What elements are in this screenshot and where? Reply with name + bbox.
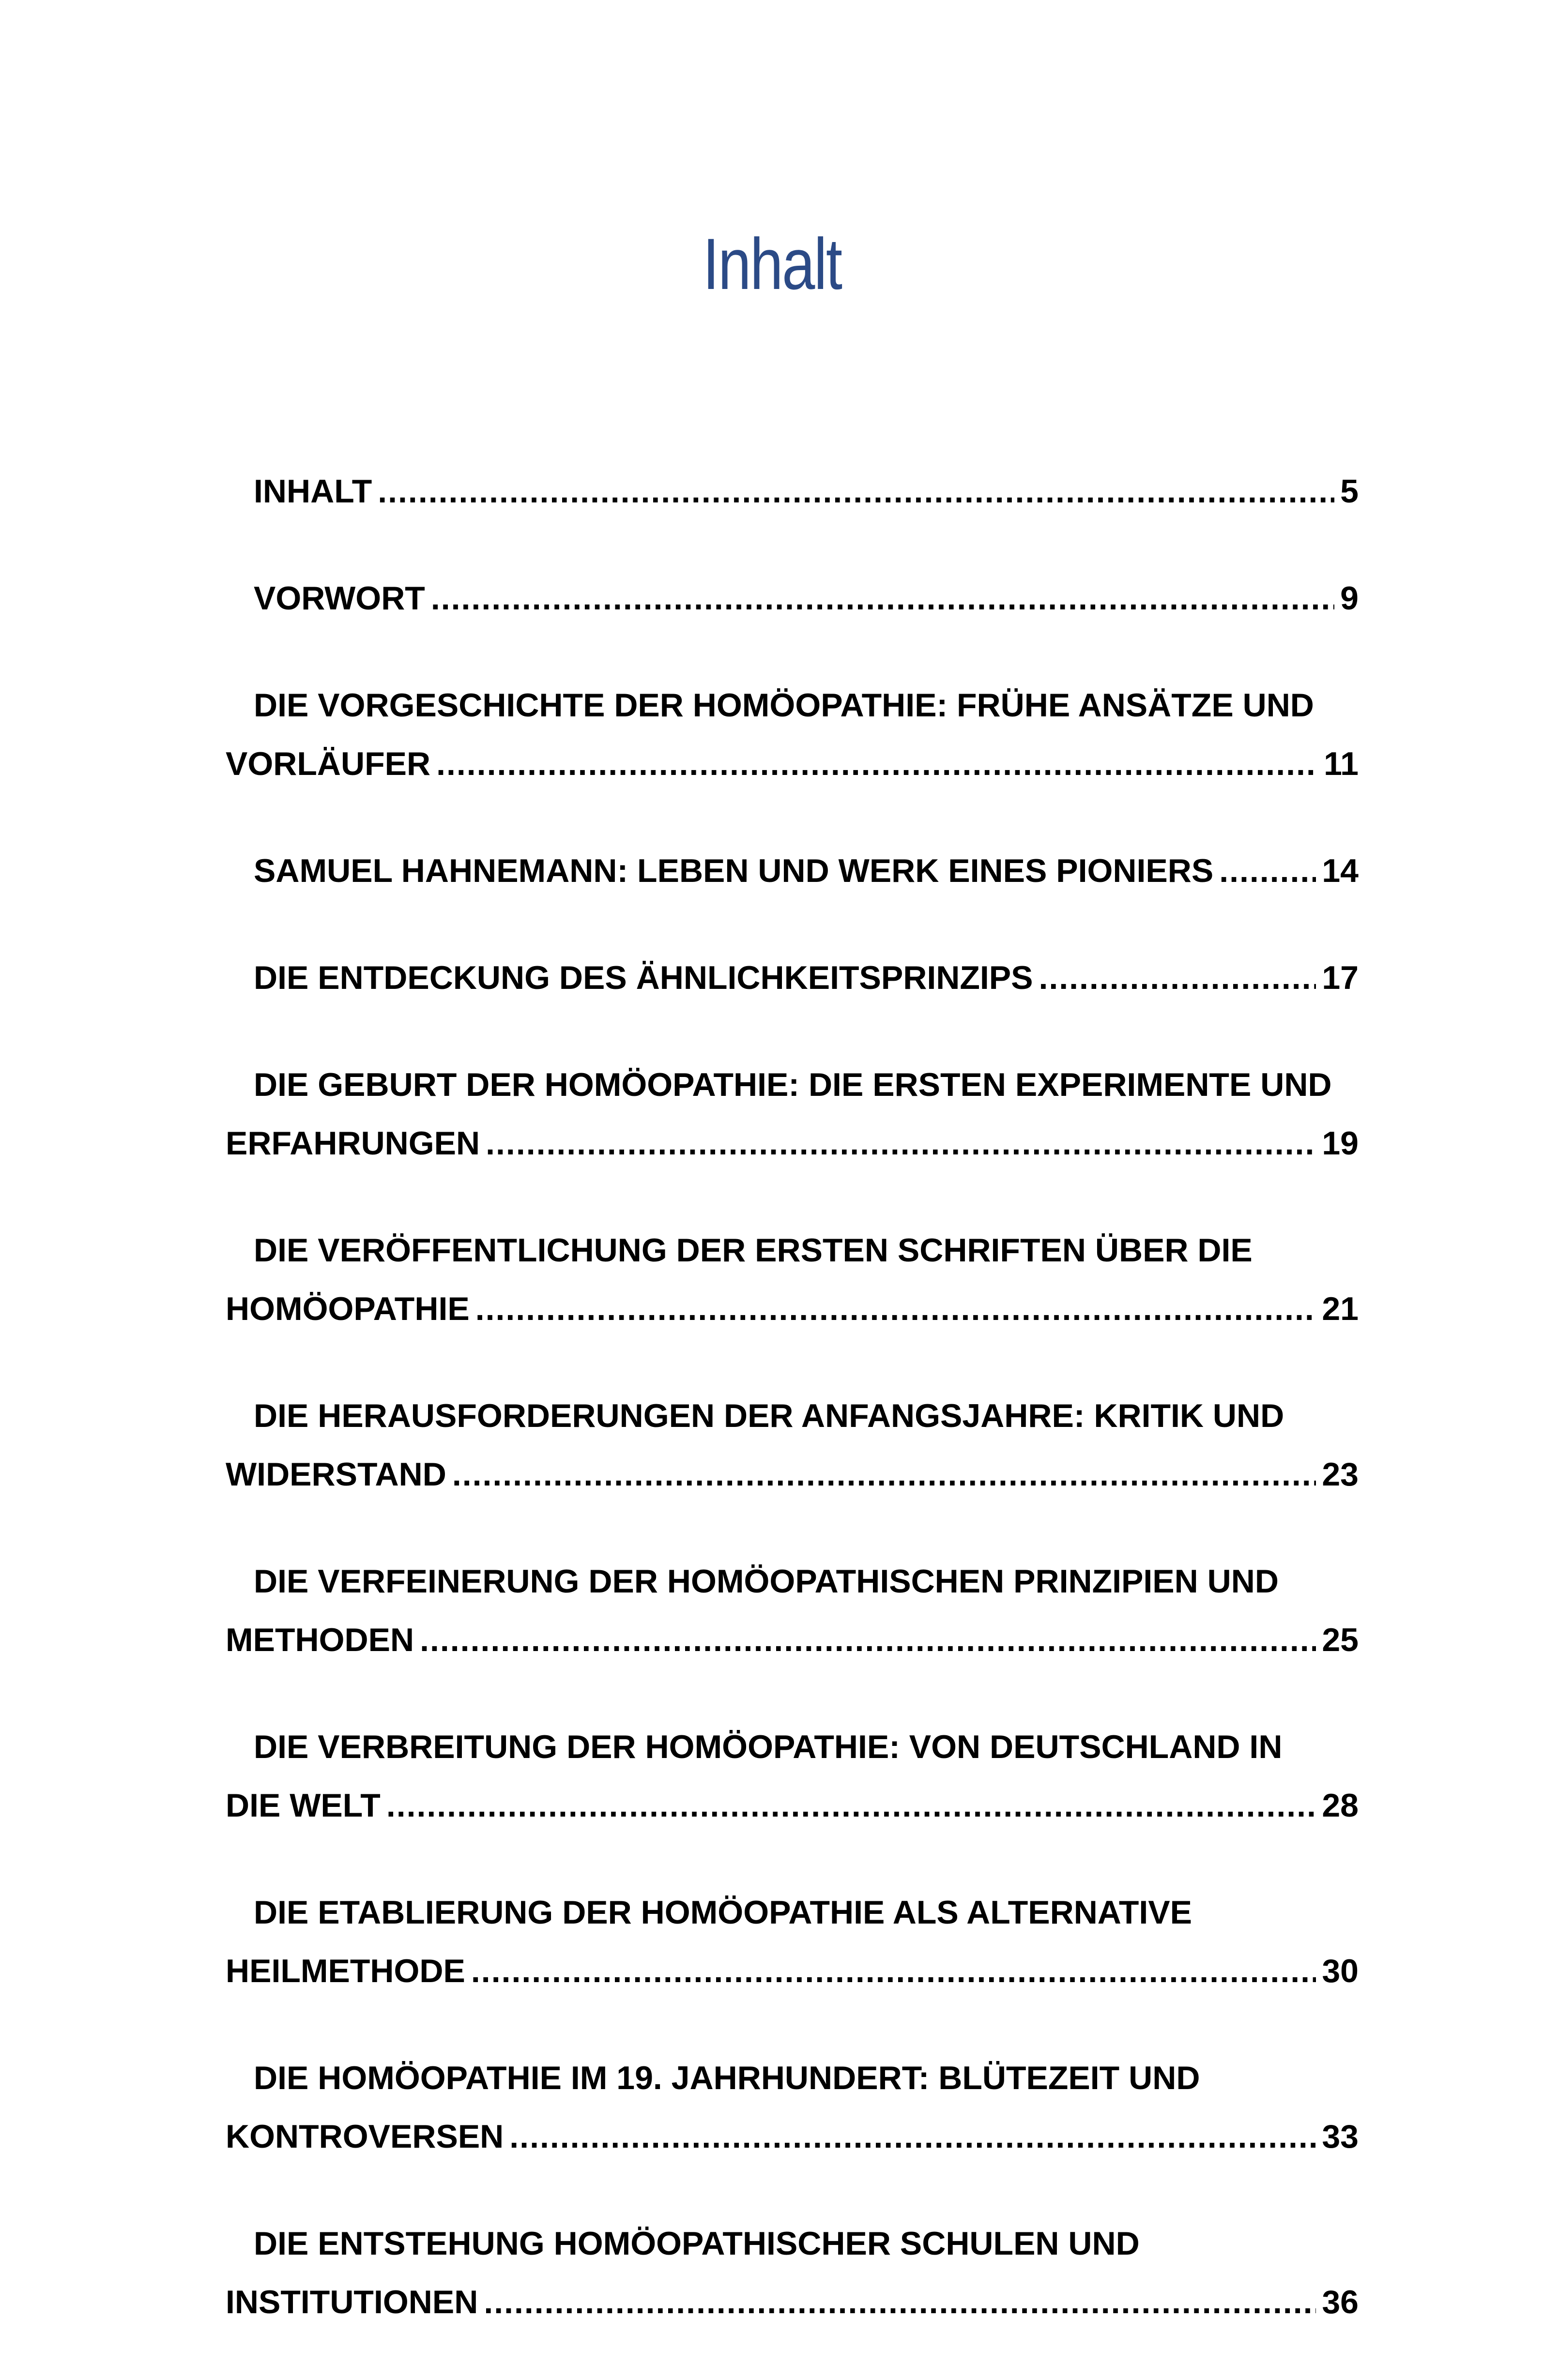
toc-page-number: 19 xyxy=(1322,1125,1359,1162)
toc-entry-title: DIE VERBREITUNG DER HOMÖOPATHIE: VON DEUTSCHLAND IN xyxy=(254,1728,1283,1765)
toc-entry-title: SAMUEL HAHNEMANN: LEBEN UND WERK EINES PIONIERS xyxy=(254,852,1214,889)
toc-line xyxy=(226,676,1359,735)
dot-leader xyxy=(1039,949,1316,1007)
toc-line-continued xyxy=(226,1280,1359,1338)
page-title: Inhalt xyxy=(703,223,841,304)
toc-line xyxy=(226,569,1359,628)
toc-line xyxy=(226,2049,1359,2107)
toc-entry-title-continued: HEILMETHODE xyxy=(226,1953,465,1989)
toc-line-continued xyxy=(226,2107,1359,2166)
toc-page-number: 25 xyxy=(1322,1622,1359,1658)
dot-leader xyxy=(436,735,1318,793)
toc-line xyxy=(226,2214,1359,2273)
toc-page-number: 17 xyxy=(1322,959,1359,996)
toc-entry-title: INHALT xyxy=(254,473,372,510)
toc-entry-title-continued: KONTROVERSEN xyxy=(226,2118,504,2155)
toc-entry[interactable] xyxy=(226,1387,1359,1504)
dot-leader xyxy=(475,1280,1316,1338)
toc-entry-title: DIE HOMÖOPATHIE IM 19. JAHRHUNDERT: BLÜTEZEIT UND xyxy=(254,2060,1200,2096)
toc-entry-title: DIE GEBURT DER HOMÖOPATHIE: DIE ERSTEN EXPERIMENTE UND xyxy=(254,1066,1332,1103)
toc-page-number: 5 xyxy=(1340,473,1359,510)
toc-entry[interactable] xyxy=(226,1883,1359,2001)
toc-entry-title-continued: ERFAHRUNGEN xyxy=(226,1125,480,1162)
toc-entry-title: DIE ENTDECKUNG DES ÄHNLICHKEITSPRINZIPS xyxy=(254,959,1033,996)
toc-line-continued xyxy=(226,1942,1359,2001)
toc-page-number: 21 xyxy=(1322,1290,1359,1327)
toc-entry[interactable] xyxy=(226,569,1359,628)
toc-entry-title-continued: DIE WELT xyxy=(226,1787,381,1824)
dot-leader xyxy=(471,1942,1316,2001)
toc-page-number: 33 xyxy=(1322,2118,1359,2155)
dot-leader xyxy=(420,1611,1316,1669)
toc-entry-title: DIE VERÖFFENTLICHUNG DER ERSTEN SCHRIFTEN ÜBER DIE xyxy=(254,1232,1253,1269)
toc-line xyxy=(226,842,1359,900)
toc-line-continued xyxy=(226,735,1359,793)
dot-leader xyxy=(509,2107,1316,2166)
toc-page-number: 14 xyxy=(1322,852,1359,889)
toc-entry-title: DIE ENTSTEHUNG HOMÖOPATHISCHER SCHULEN UND xyxy=(254,2225,1140,2262)
toc-line-continued xyxy=(226,2273,1359,2332)
toc-line xyxy=(226,1883,1359,1942)
toc-entry-title-continued: INSTITUTIONEN xyxy=(226,2284,478,2320)
toc-entry-title: DIE HERAUSFORDERUNGEN DER ANFANGSJAHRE: KRITIK UND xyxy=(254,1397,1284,1434)
toc-line xyxy=(226,949,1359,1007)
toc-line xyxy=(226,1718,1359,1776)
toc-page-number: 23 xyxy=(1322,1456,1359,1493)
dot-leader xyxy=(431,569,1334,628)
toc-entry-title: DIE ETABLIERUNG DER HOMÖOPATHIE ALS ALTERNATIVE xyxy=(254,1894,1192,1931)
dot-leader xyxy=(486,1114,1316,1173)
dot-leader xyxy=(386,1776,1316,1835)
toc-entry-title-continued: HOMÖOPATHIE xyxy=(226,1290,470,1327)
toc-page-number: 11 xyxy=(1324,745,1359,782)
toc-page-number: 30 xyxy=(1322,1953,1359,1989)
toc-entry[interactable] xyxy=(226,949,1359,1007)
toc-entry-title-continued: METHODEN xyxy=(226,1622,414,1658)
toc-page-number: 9 xyxy=(1340,580,1359,617)
toc-entry[interactable] xyxy=(226,1056,1359,1173)
toc-entry[interactable] xyxy=(226,2214,1359,2332)
dot-leader xyxy=(378,462,1334,521)
toc-line-continued xyxy=(226,1776,1359,1835)
toc-entry[interactable] xyxy=(226,842,1359,900)
toc-entry-title: DIE VERFEINERUNG DER HOMÖOPATHISCHEN PRINZIPIEN UND xyxy=(254,1563,1279,1600)
toc-entry-title: VORWORT xyxy=(254,580,425,617)
toc-entry[interactable] xyxy=(226,462,1359,521)
toc-line-continued xyxy=(226,1611,1359,1669)
toc-entry[interactable] xyxy=(226,1552,1359,1669)
toc-line-continued xyxy=(226,1445,1359,1504)
toc-entry-title-continued: WIDERSTAND xyxy=(226,1456,446,1493)
toc-line-continued xyxy=(226,1114,1359,1173)
toc-line xyxy=(226,1221,1359,1280)
toc-line xyxy=(226,1056,1359,1114)
toc-line xyxy=(226,1552,1359,1611)
toc-entry[interactable] xyxy=(226,1718,1359,1835)
toc-entry[interactable] xyxy=(226,2049,1359,2166)
dot-leader xyxy=(1219,842,1316,900)
toc-line xyxy=(226,1387,1359,1445)
toc-line xyxy=(226,462,1359,521)
toc-page-number: 28 xyxy=(1322,1787,1359,1824)
dot-leader xyxy=(452,1445,1316,1504)
toc-page-number: 36 xyxy=(1322,2284,1359,2320)
toc-entry-title-continued: VORLÄUFER xyxy=(226,745,431,782)
table-of-contents xyxy=(226,462,1359,2380)
dot-leader xyxy=(484,2273,1316,2332)
toc-entry[interactable] xyxy=(226,676,1359,793)
toc-entry-title: DIE VORGESCHICHTE DER HOMÖOPATHIE: FRÜHE ANSÄTZE UND xyxy=(254,687,1314,724)
toc-entry[interactable] xyxy=(226,1221,1359,1338)
